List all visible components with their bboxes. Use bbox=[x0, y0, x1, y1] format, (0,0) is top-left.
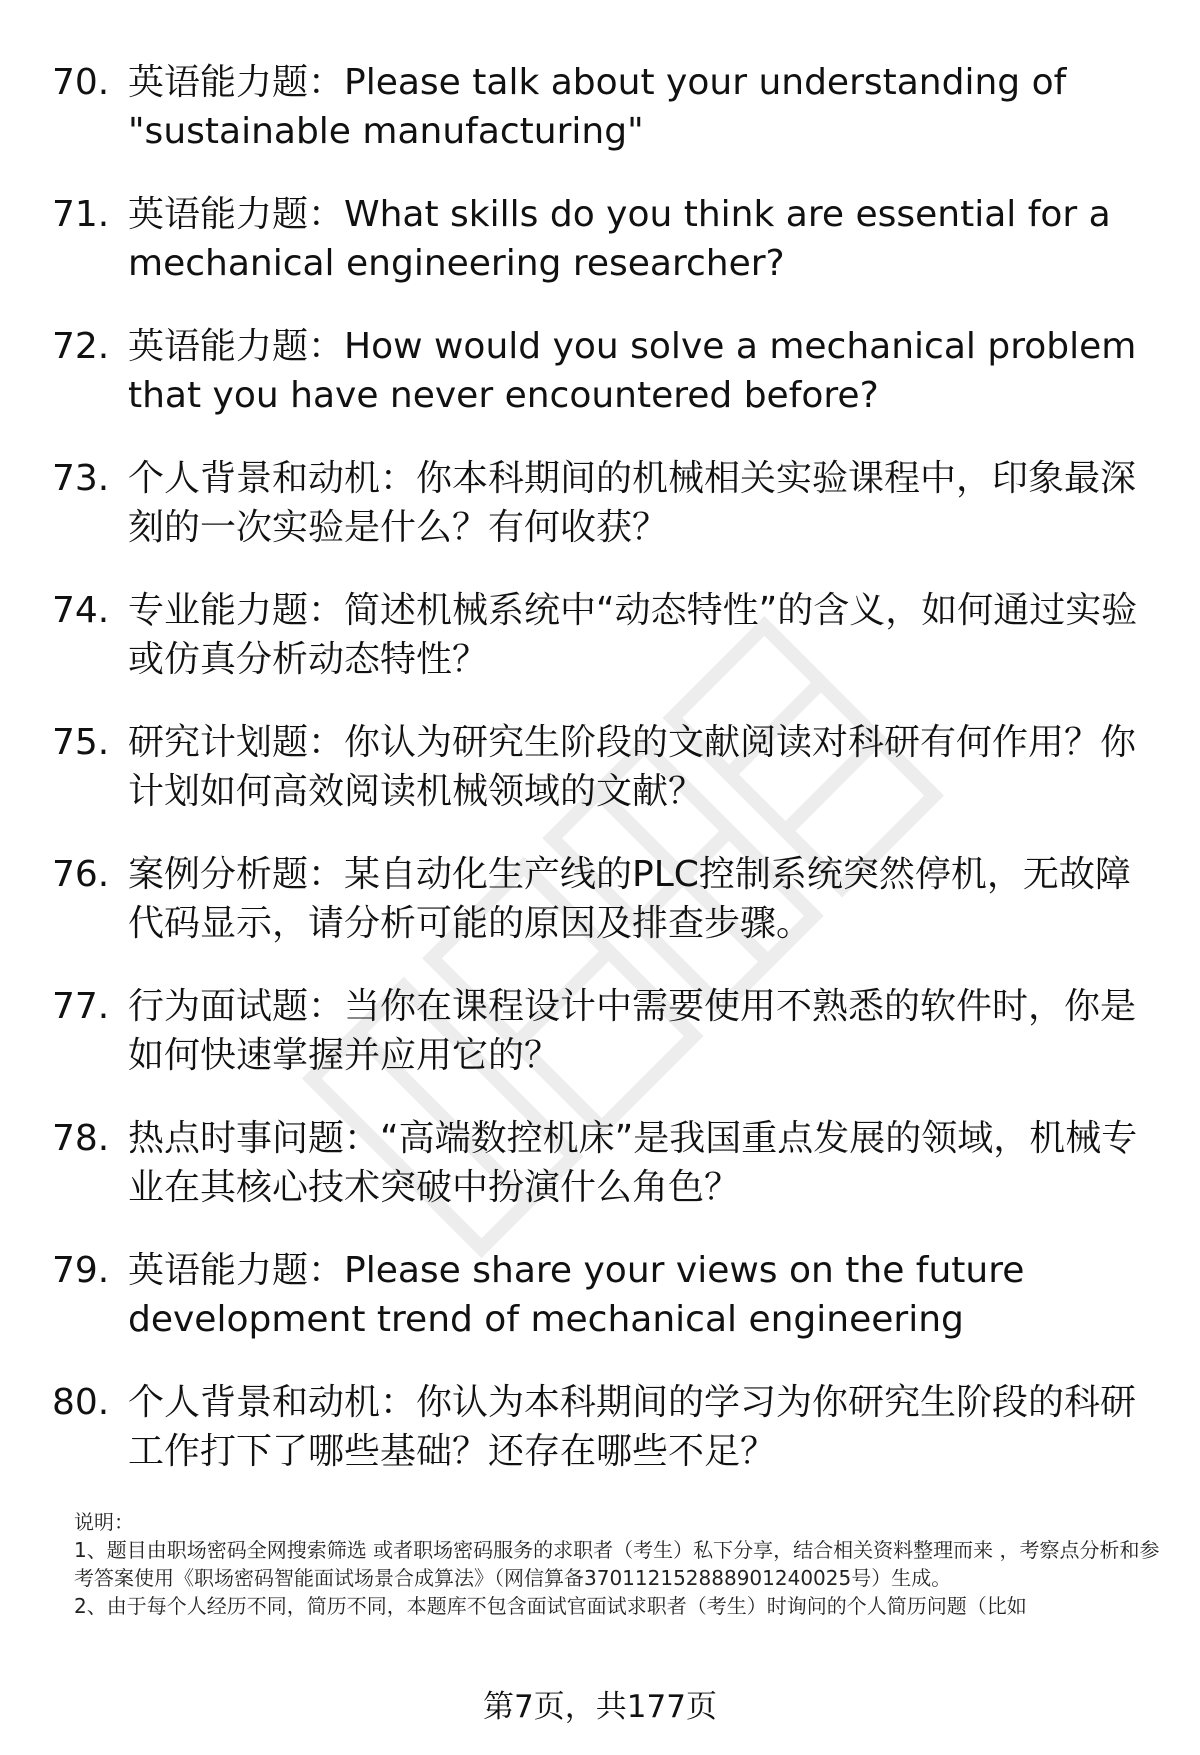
question-text: 英语能力题：Please talk about your understanding of "sustainable manufacturing" bbox=[128, 62, 1067, 152]
question-number: 76. bbox=[52, 854, 110, 895]
question-item bbox=[52, 586, 1162, 684]
notes-line: 2、由于每个人经历不同，简历不同，本题库不包含面试官面试求职者（考生）时询问的个人简历问题（比如 bbox=[74, 1594, 1027, 1618]
question-item bbox=[52, 322, 1162, 420]
question-text: 专业能力题：简述机械系统中“动态特性”的含义，如何通过实验或仿真分析动态特性？ bbox=[128, 590, 1138, 680]
question-text: 英语能力题：Please share your views on the future development trend of mechanical engineering bbox=[128, 1250, 1025, 1340]
question-text: 英语能力题：What skills do you think are essential for a mechanical engineering researcher? bbox=[128, 194, 1111, 284]
notes-line: 1、题目由职场密码全网搜索筛选 或者职场密码服务的求职者（考生）私下分享，结合相关资料整理而来 ，考察点分析和参考答案使用《职场密码智能面试场景合成算法》（网信算备370112152888901240025号）生成。 bbox=[74, 1538, 1160, 1590]
question-number: 72. bbox=[52, 326, 110, 367]
question-item bbox=[52, 982, 1162, 1080]
question-item bbox=[52, 58, 1162, 156]
question-number: 78. bbox=[52, 1118, 110, 1159]
question-text: 热点时事问题：“高端数控机床”是我国重点发展的领域，机械专业在其核心技术突破中扮演什么角色？ bbox=[128, 1118, 1138, 1208]
question-item bbox=[52, 190, 1162, 288]
question-number: 73. bbox=[52, 458, 110, 499]
question-item bbox=[52, 850, 1162, 948]
question-number: 71. bbox=[52, 194, 110, 235]
question-text: 英语能力题：How would you solve a mechanical problem that you have never encountered before? bbox=[128, 326, 1137, 416]
question-number: 70. bbox=[52, 62, 110, 103]
question-item bbox=[52, 1114, 1162, 1212]
question-number: 74. bbox=[52, 590, 110, 631]
question-item bbox=[52, 1246, 1162, 1344]
page-indicator: 第7页，共177页 bbox=[483, 1689, 717, 1725]
question-item bbox=[52, 1378, 1162, 1476]
question-list bbox=[52, 58, 1162, 1510]
question-item bbox=[52, 454, 1162, 552]
question-number: 79. bbox=[52, 1250, 110, 1291]
question-text: 个人背景和动机：你认为本科期间的学习为你研究生阶段的科研工作打下了哪些基础？还存在哪些不足？ bbox=[128, 1382, 1137, 1472]
notes-section bbox=[74, 1508, 1164, 1620]
question-number: 77. bbox=[52, 986, 110, 1027]
question-text: 行为面试题：当你在课程设计中需要使用不熟悉的软件时，你是如何快速掌握并应用它的？ bbox=[128, 986, 1137, 1076]
question-text: 个人背景和动机：你本科期间的机械相关实验课程中，印象最深刻的一次实验是什么？有何收获？ bbox=[128, 458, 1137, 548]
question-number: 80. bbox=[52, 1382, 110, 1423]
question-item bbox=[52, 718, 1162, 816]
question-number: 75. bbox=[52, 722, 110, 763]
question-text: 研究计划题：你认为研究生阶段的文献阅读对科研有何作用？你计划如何高效阅读机械领域的文献？ bbox=[128, 722, 1137, 812]
notes-heading: 说明： bbox=[74, 1510, 134, 1534]
question-text: 案例分析题：某自动化生产线的PLC控制系统突然停机，无故障代码显示，请分析可能的原因及排查步骤。 bbox=[128, 854, 1131, 944]
